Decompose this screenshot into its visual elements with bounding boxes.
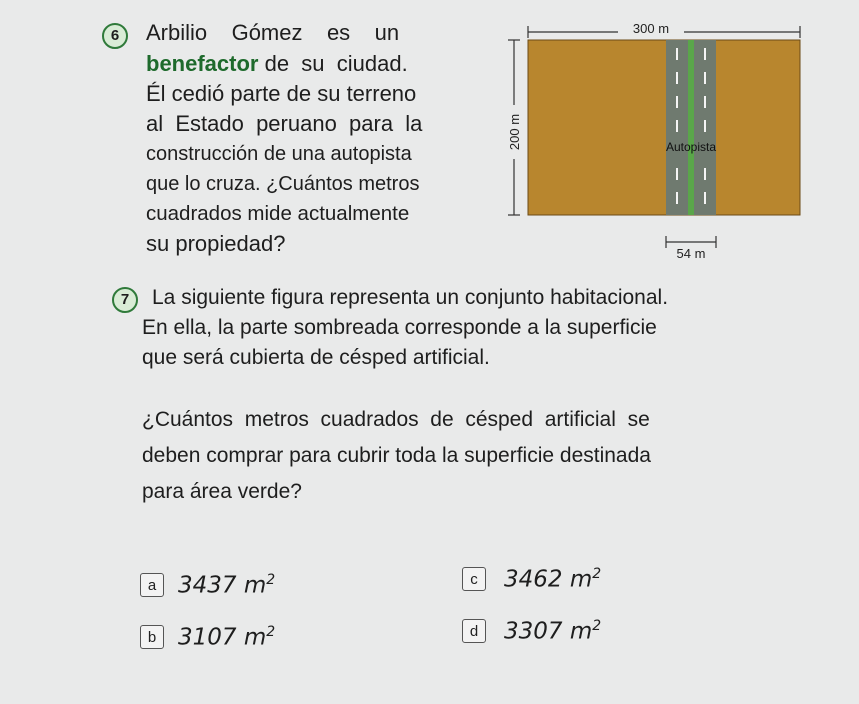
option-d-value: 3307 m (504, 618, 593, 645)
problem-6-line-3: Él cedió parte de su terreno (146, 81, 417, 106)
problem-6-line-7: cuadrados mide actualmente (146, 202, 410, 225)
problem-6-line-5: construcción de una autopista (146, 143, 412, 165)
option-c[interactable]: c 3462 $m^2$ (462, 566, 601, 593)
height-label: 200 m (507, 113, 522, 151)
problem-7-question (142, 405, 842, 507)
problem-6-line-4: al Estado peruano para la (146, 111, 423, 136)
option-a-letter: a (140, 573, 164, 597)
problem-6-line-8: su propiedad? (146, 231, 286, 256)
option-a-value: 3437 m (178, 572, 267, 599)
question-line-2: deben comprar para cubrir toda la superficie destinada (142, 444, 651, 467)
problem-6-line-6: que lo cruza. ¿Cuántos metros (146, 173, 420, 195)
road-width-label: 54 m (676, 246, 706, 261)
problem-6-line-2: benefactor de su ciudad. (146, 51, 408, 76)
problem-6 (102, 18, 492, 259)
question-line-1: ¿Cuántos metros cuadrados de césped artificial se (142, 408, 650, 431)
option-d-letter: d (462, 619, 486, 643)
problem-number-6: 6 (102, 23, 128, 49)
option-d[interactable]: d 3307 $m^2$ (462, 618, 601, 645)
problem-7-line-3: que será cubierta de césped artificial. (142, 346, 490, 369)
option-b-letter: b (140, 625, 164, 649)
problem-7-line-1: 7 La siguiente figura representa un conjunto habitacional. (112, 283, 832, 313)
problem-number-7: 7 (112, 287, 138, 313)
land-figure (500, 10, 810, 265)
problem-6-line-1: 6 Arbilio Gómez es un (102, 18, 492, 49)
bold-keyword: benefactor (146, 51, 259, 76)
highway-label: Autopista (665, 140, 717, 154)
question-line-3: para área verde? (142, 480, 302, 503)
land-parcel (528, 40, 800, 215)
option-b[interactable]: b 3107 $m^2$ (140, 624, 275, 651)
option-c-value: 3462 m (504, 566, 593, 593)
width-label: 300 m (632, 21, 670, 36)
option-b-value: 3107 m (178, 624, 267, 651)
option-c-letter: c (462, 567, 486, 591)
problem-7-line-2: En ella, la parte sombreada corresponde a la superficie (142, 316, 657, 339)
problem-7 (112, 283, 832, 373)
option-a[interactable]: a 3437 $m^2$ (140, 572, 275, 599)
highway-median (688, 40, 694, 215)
